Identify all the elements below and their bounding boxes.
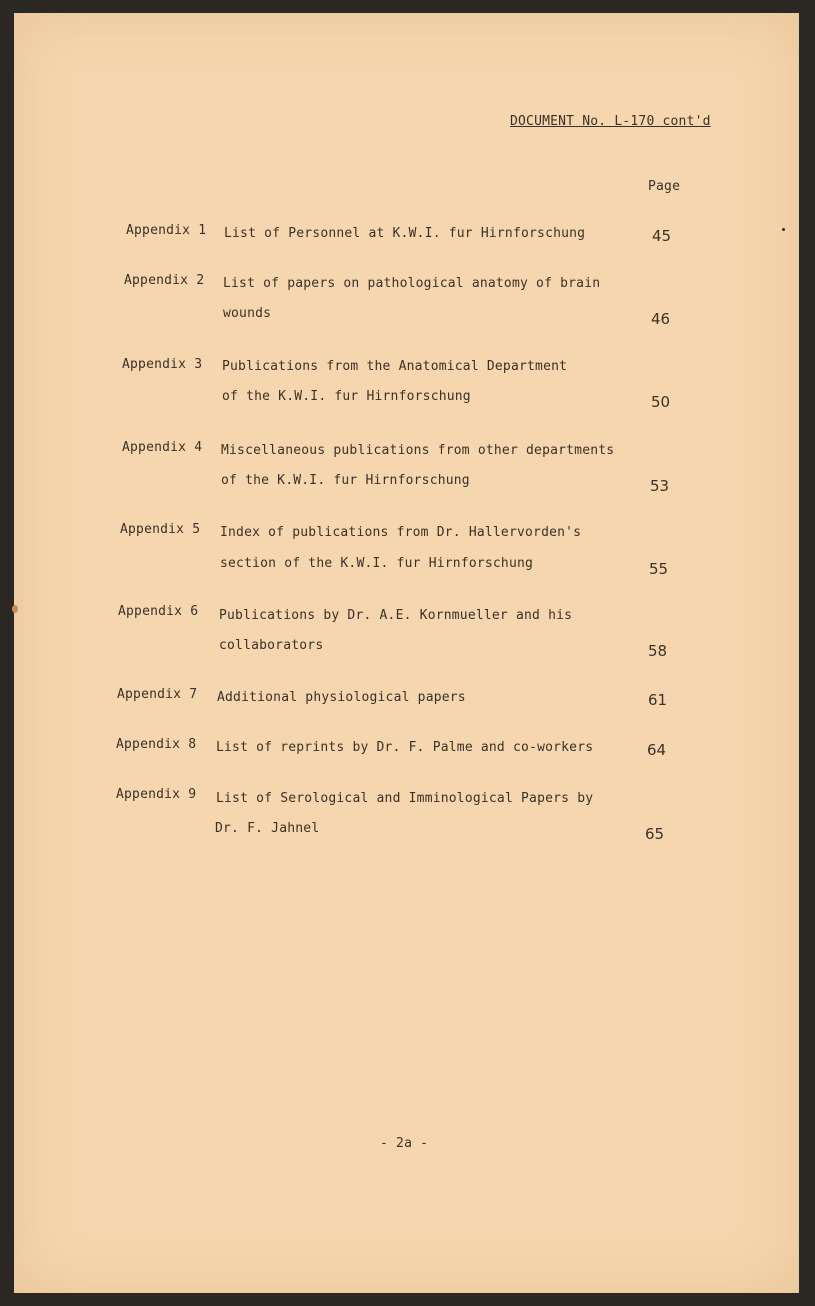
appendix-title-line: Additional physiological papers: [217, 690, 466, 705]
page-number: 64: [647, 741, 667, 759]
appendix-title-line: wounds: [223, 306, 272, 321]
appendix-label: Appendix 5: [120, 522, 201, 537]
appendix-label: Appendix 9: [116, 787, 197, 802]
appendix-label: Appendix 8: [116, 737, 197, 752]
appendix-title-line: of the K.W.I. fur Hirnforschung: [221, 473, 470, 488]
appendix-title-line: List of Serological and Imminological Papers by: [216, 791, 594, 806]
appendix-label: Appendix 4: [122, 440, 203, 455]
page-number: 46: [651, 310, 671, 328]
page-number: 50: [651, 393, 671, 411]
document-page: [14, 13, 799, 1293]
appendix-title-line: Publications from the Anatomical Department: [222, 359, 568, 374]
appendix-title-line: section of the K.W.I. fur Hirnforschung: [220, 556, 534, 571]
appendix-label: Appendix 2: [124, 273, 205, 288]
appendix-title-line: List of Personnel at K.W.I. fur Hirnforschung: [224, 226, 586, 241]
appendix-title-line: Miscellaneous publications from other departments: [221, 443, 615, 458]
appendix-title-line: List of papers on pathological anatomy of brain: [223, 276, 601, 291]
appendix-title-line: collaborators: [219, 638, 324, 653]
appendix-title-line: of the K.W.I. fur Hirnforschung: [222, 389, 471, 404]
page-column-heading: Page: [648, 179, 681, 194]
document-number-header: DOCUMENT No. L-170 cont'd: [510, 114, 711, 129]
page-footer: - 2a -: [380, 1136, 429, 1151]
appendix-label: Appendix 3: [122, 357, 203, 372]
page-number: 58: [648, 642, 668, 660]
paper-speck: [782, 228, 785, 231]
appendix-title-line: List of reprints by Dr. F. Palme and co-workers: [216, 740, 594, 755]
appendix-label: Appendix 7: [117, 687, 198, 702]
appendix-title-line: Publications by Dr. A.E. Kornmueller and his: [219, 608, 573, 623]
page-number: 53: [650, 477, 670, 495]
paper-tear: [12, 605, 18, 613]
page-number: 65: [645, 825, 665, 843]
appendix-title-line: Dr. F. Jahnel: [215, 821, 320, 836]
page-number: 61: [648, 691, 668, 709]
appendix-label: Appendix 6: [118, 604, 199, 619]
appendix-label: Appendix 1: [126, 223, 207, 238]
appendix-title-line: Index of publications from Dr. Hallervorden's: [220, 525, 582, 540]
page-number: 45: [652, 227, 672, 245]
page-number: 55: [649, 560, 669, 578]
